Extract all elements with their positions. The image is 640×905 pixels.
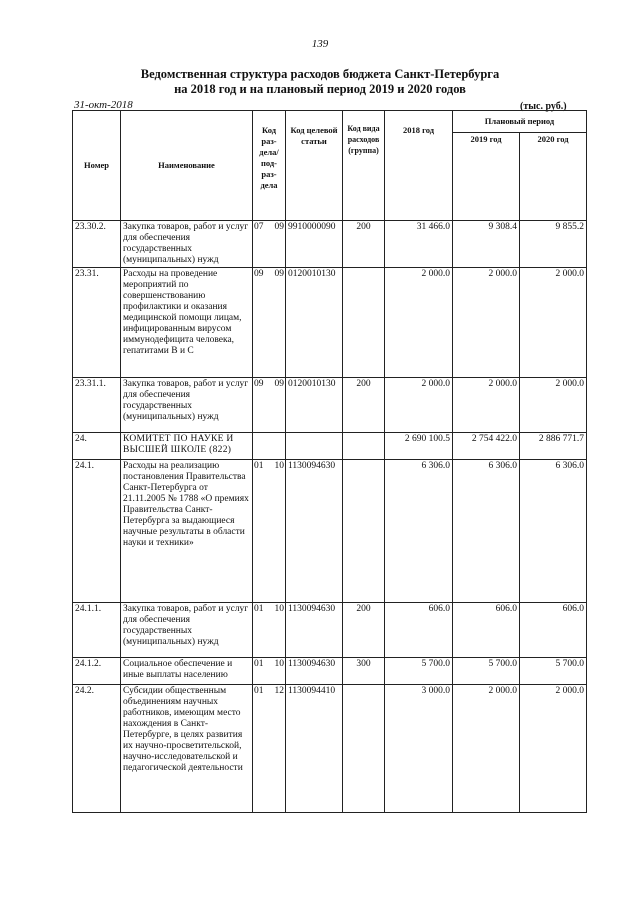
- header-number: Номер: [73, 111, 121, 221]
- row-name: Субсидии общественным объединениям научных работников, имеющим место нахождения в Санкт-Петербурге, в целях развития их научно-просветительской, научно-исследовательской и педагогической деятельности: [121, 685, 253, 813]
- row-name: КОМИТЕТ ПО НАУКЕ И ВЫСШЕЙ ШКОЛЕ (822): [121, 433, 253, 460]
- table-row: [73, 685, 587, 813]
- row-target-code: 1130094630: [286, 603, 343, 658]
- header-exp-type: Код вида расходов (группа): [343, 111, 385, 221]
- row-number: 24.1.1.: [73, 603, 121, 658]
- row-number: 24.2.: [73, 685, 121, 813]
- row-section: [253, 685, 286, 813]
- row-section: [253, 603, 286, 658]
- table-row: [73, 603, 587, 658]
- document-date: 31-окт-2018: [74, 99, 133, 111]
- row-value-2019: 2 000.0: [453, 378, 520, 433]
- row-target-code: 1130094410: [286, 685, 343, 813]
- row-value-2020: 6 306.0: [520, 460, 587, 603]
- row-section-code: 09: [254, 379, 264, 389]
- row-section: [253, 460, 286, 603]
- row-value-2019: 6 306.0: [453, 460, 520, 603]
- row-value-2020: 2 000.0: [520, 378, 587, 433]
- row-value-2020: 5 700.0: [520, 658, 587, 685]
- row-subsection-code: 09: [274, 222, 284, 232]
- row-number: 23.30.2.: [73, 221, 121, 268]
- row-name: Расходы на проведение мероприятий по совершенствованию профилактики и оказания медицинской помощи лицам, инфицированным вирусом иммунодефицита человека, гепатитами В и С: [121, 268, 253, 378]
- row-expense-type: 200: [343, 221, 385, 268]
- row-name: Закупка товаров, работ и услуг для обеспечения государственных (муниципальных) нужд: [121, 221, 253, 268]
- table-row: [73, 460, 587, 603]
- row-value-2019: 9 308.4: [453, 221, 520, 268]
- title-line-1: Ведомственная структура расходов бюджета Санкт-Петербурга: [140, 67, 500, 81]
- header-2018: 2018 год: [385, 111, 453, 221]
- row-section: [253, 268, 286, 378]
- row-subsection-code: 09: [274, 379, 284, 389]
- row-target-code: 0120010130: [286, 378, 343, 433]
- units-label: (тыс. руб.): [520, 101, 567, 112]
- row-section: [253, 378, 286, 433]
- table-row: [73, 658, 587, 685]
- row-value-2019: 606.0: [453, 603, 520, 658]
- row-expense-type: 200: [343, 603, 385, 658]
- row-number: 23.31.1.: [73, 378, 121, 433]
- header-2020: 2020 год: [520, 133, 587, 221]
- row-section-code: 01: [254, 461, 264, 471]
- row-value-2019: 2 000.0: [453, 268, 520, 378]
- row-value-2018: 2 690 100.5: [385, 433, 453, 460]
- row-value-2020: 2 000.0: [520, 268, 587, 378]
- budget-table-body: [73, 221, 587, 813]
- row-section-code: 09: [254, 269, 264, 279]
- title-line-2: на 2018 год и на плановый период 2019 и 2020 годов: [174, 82, 466, 96]
- row-target-code: 1130094630: [286, 658, 343, 685]
- row-value-2019: 2 754 422.0: [453, 433, 520, 460]
- document-title: [60, 67, 580, 97]
- table-row: [73, 268, 587, 378]
- row-expense-type: 200: [343, 378, 385, 433]
- row-section-code: 01: [254, 604, 264, 614]
- row-expense-type: [343, 460, 385, 603]
- row-section: [253, 433, 286, 460]
- row-value-2018: 606.0: [385, 603, 453, 658]
- row-section-code: 07: [254, 222, 264, 232]
- header-name: Наименование: [121, 111, 253, 221]
- row-target-code: 0120010130: [286, 268, 343, 378]
- table-row: [73, 221, 587, 268]
- row-section: [253, 221, 286, 268]
- row-number: 24.1.: [73, 460, 121, 603]
- row-value-2019: 5 700.0: [453, 658, 520, 685]
- header-planned: Плановый период: [453, 111, 587, 133]
- header-section: Код раз-дела/ под-раз-дела: [253, 111, 286, 221]
- table-row: [73, 433, 587, 460]
- row-section-code: 01: [254, 686, 264, 696]
- row-value-2020: 606.0: [520, 603, 587, 658]
- table-row: [73, 378, 587, 433]
- header-2019: 2019 год: [453, 133, 520, 221]
- row-value-2020: 9 855.2: [520, 221, 587, 268]
- row-value-2019: 2 000.0: [453, 685, 520, 813]
- row-expense-type: 300: [343, 658, 385, 685]
- row-section: [253, 658, 286, 685]
- budget-table: [72, 110, 587, 813]
- row-value-2018: 6 306.0: [385, 460, 453, 603]
- row-expense-type: [343, 685, 385, 813]
- row-number: 24.1.2.: [73, 658, 121, 685]
- row-target-code: 1130094630: [286, 460, 343, 603]
- row-target-code: [286, 433, 343, 460]
- row-value-2020: 2 886 771.7: [520, 433, 587, 460]
- row-section-code: 01: [254, 659, 264, 669]
- header-target: Код целевой статьи: [286, 111, 343, 221]
- row-value-2018: 2 000.0: [385, 268, 453, 378]
- row-value-2018: 2 000.0: [385, 378, 453, 433]
- row-subsection-code: 10: [274, 461, 284, 471]
- row-value-2018: 5 700.0: [385, 658, 453, 685]
- row-name: Социальное обеспечение и иные выплаты населению: [121, 658, 253, 685]
- row-subsection-code: 10: [274, 659, 284, 669]
- row-name: Закупка товаров, работ и услуг для обеспечения государственных (муниципальных) нужд: [121, 378, 253, 433]
- page-number: 139: [311, 38, 329, 50]
- row-subsection-code: 09: [274, 269, 284, 279]
- row-name: Расходы на реализацию постановления Правительства Санкт-Петербурга от 21.11.2005 № 1788 «О премиях Правительства Санкт-Петербурга за выдающиеся научные результаты в области науки и техники»: [121, 460, 253, 603]
- row-target-code: 9910000090: [286, 221, 343, 268]
- row-number: 23.31.: [73, 268, 121, 378]
- row-number: 24.: [73, 433, 121, 460]
- row-subsection-code: 10: [274, 604, 284, 614]
- row-value-2020: 2 000.0: [520, 685, 587, 813]
- row-expense-type: [343, 268, 385, 378]
- row-name: Закупка товаров, работ и услуг для обеспечения государственных (муниципальных) нужд: [121, 603, 253, 658]
- row-value-2018: 3 000.0: [385, 685, 453, 813]
- row-value-2018: 31 466.0: [385, 221, 453, 268]
- row-expense-type: [343, 433, 385, 460]
- row-subsection-code: 12: [274, 686, 284, 696]
